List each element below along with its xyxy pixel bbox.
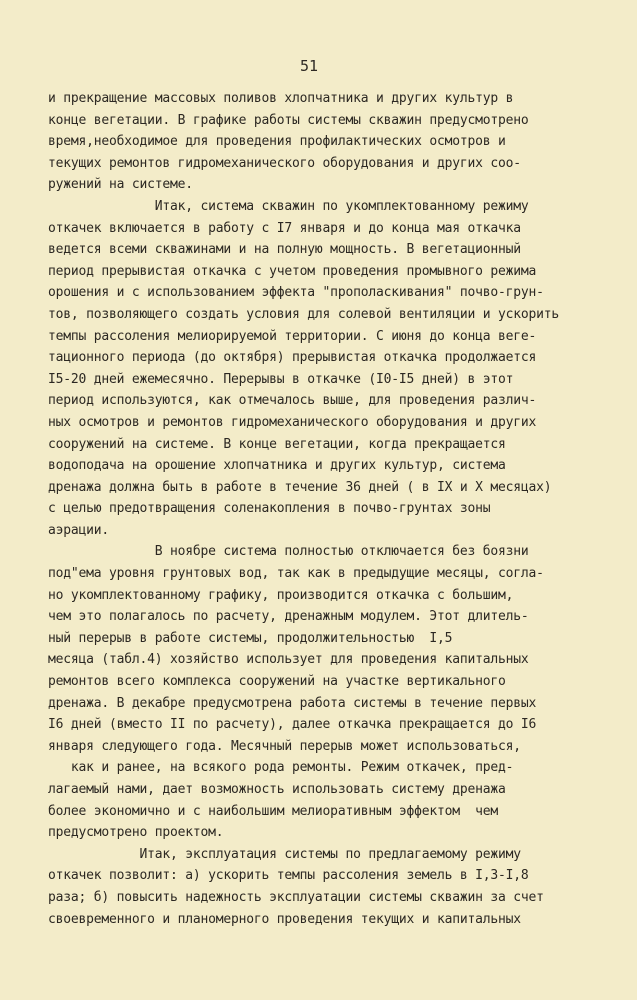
text-line: конце вегетации. В графике работы системы скважин предусмотрено [48,112,529,128]
text-line: чем это полагалось по расчету, дренажным модулем. Этот длитель- [48,609,529,625]
text-line: но укомплектованному графику, производится откачка с большим, [48,587,514,603]
text-line: ружений на системе. [48,177,193,193]
text-line: предусмотрено проектом. [48,825,224,841]
text-line: тов, позволяющего создать условия для солевой вентиляции и ускорить [48,306,559,322]
text-line: текущих ремонтов гидромеханического оборудования и других соо- [48,155,521,171]
text-line: орошения и с использованием эффекта "прополаскивания" почво-грун- [48,285,544,301]
page-number: 51 [300,57,319,75]
text-line: своевременного и планомерного проведения текущих и капитальных [48,911,521,927]
text-line: период используются, как отмечалось выше, для проведения различ- [48,393,537,409]
text-line: месяца (табл.4) хозяйство использует для проведения капитальных [48,652,529,668]
text-line: под"ема уровня грунтовых вод, так как в предыдущие месяцы, согла- [48,566,544,582]
text-line: время,необходимое для проведения профилактических осмотров и [48,134,506,150]
text-line: ный перерыв в работе системы, продолжительностью I,5 [48,630,453,646]
text-line: как и ранее, на всякого рода ремонты. Режим откачек, пред- [48,760,514,776]
text-line: более экономично и с наибольшим мелиоративным эффектом чем [48,803,498,819]
text-line: аэрации. [48,522,110,538]
text-line: период прерывистая откачка с учетом проведения промывного режима [48,263,537,279]
text-line: Итак, система скважин по укомплектованному режиму [48,198,529,214]
text-line: ремонтов всего комплекса сооружений на участке вертикального [48,674,506,690]
text-line: дренажа. В декабре предусмотрена работа системы в течение первых [48,695,537,711]
text-line: откачек позволит: а) ускорить темпы рассоления земель в I,3-I,8 [48,868,529,884]
text-line: января следующего года. Месячный перерыв может использоваться, [48,738,521,754]
text-line: сооружений на системе. В конце вегетации, когда прекращается [48,436,506,452]
text-line: ведется всеми скважинами и на полную мощность. В вегетационный [48,242,521,258]
text-line: I6 дней (вместо II по расчету), далее откачка прекращается до I6 [48,717,537,733]
text-line: водоподача на орошение хлопчатника и других культур, система [48,458,506,474]
text-line: лагаемый нами, дает возможность использовать систему дренажа [48,782,506,797]
text-line: и прекращение массовых поливов хлопчатника и других культур в [48,91,514,106]
text-line: ных осмотров и ремонтов гидромеханического оборудования и других [48,414,537,430]
text-line: дренажа должна быть в работе в течение 36 дней ( в IX и X месяцах) [48,479,552,495]
text-line: с целью предотвращения соленакопления в почво-грунтах зоны [48,501,491,517]
text-line: I5-20 дней ежемесячно. Перерывы в откачке (I0-I5 дней) в этот [48,371,514,387]
text-line: тационного периода (до октября) прерывистая откачка продолжается [48,350,537,366]
text-line: темпы рассоления мелиорируемой территории. С июня до конца веге- [48,328,537,344]
text-line: В ноябре система полностью отключается без боязни [48,544,529,560]
text-line: раза; б) повысить надежность эксплуатации системы скважин за счет [48,889,544,905]
text-line: Итак, эксплуатация системы по предлагаемому режиму [48,846,521,862]
body-text [48,88,608,930]
text-line: откачек включается в работу с I7 января и до конца мая откачка [48,220,521,236]
